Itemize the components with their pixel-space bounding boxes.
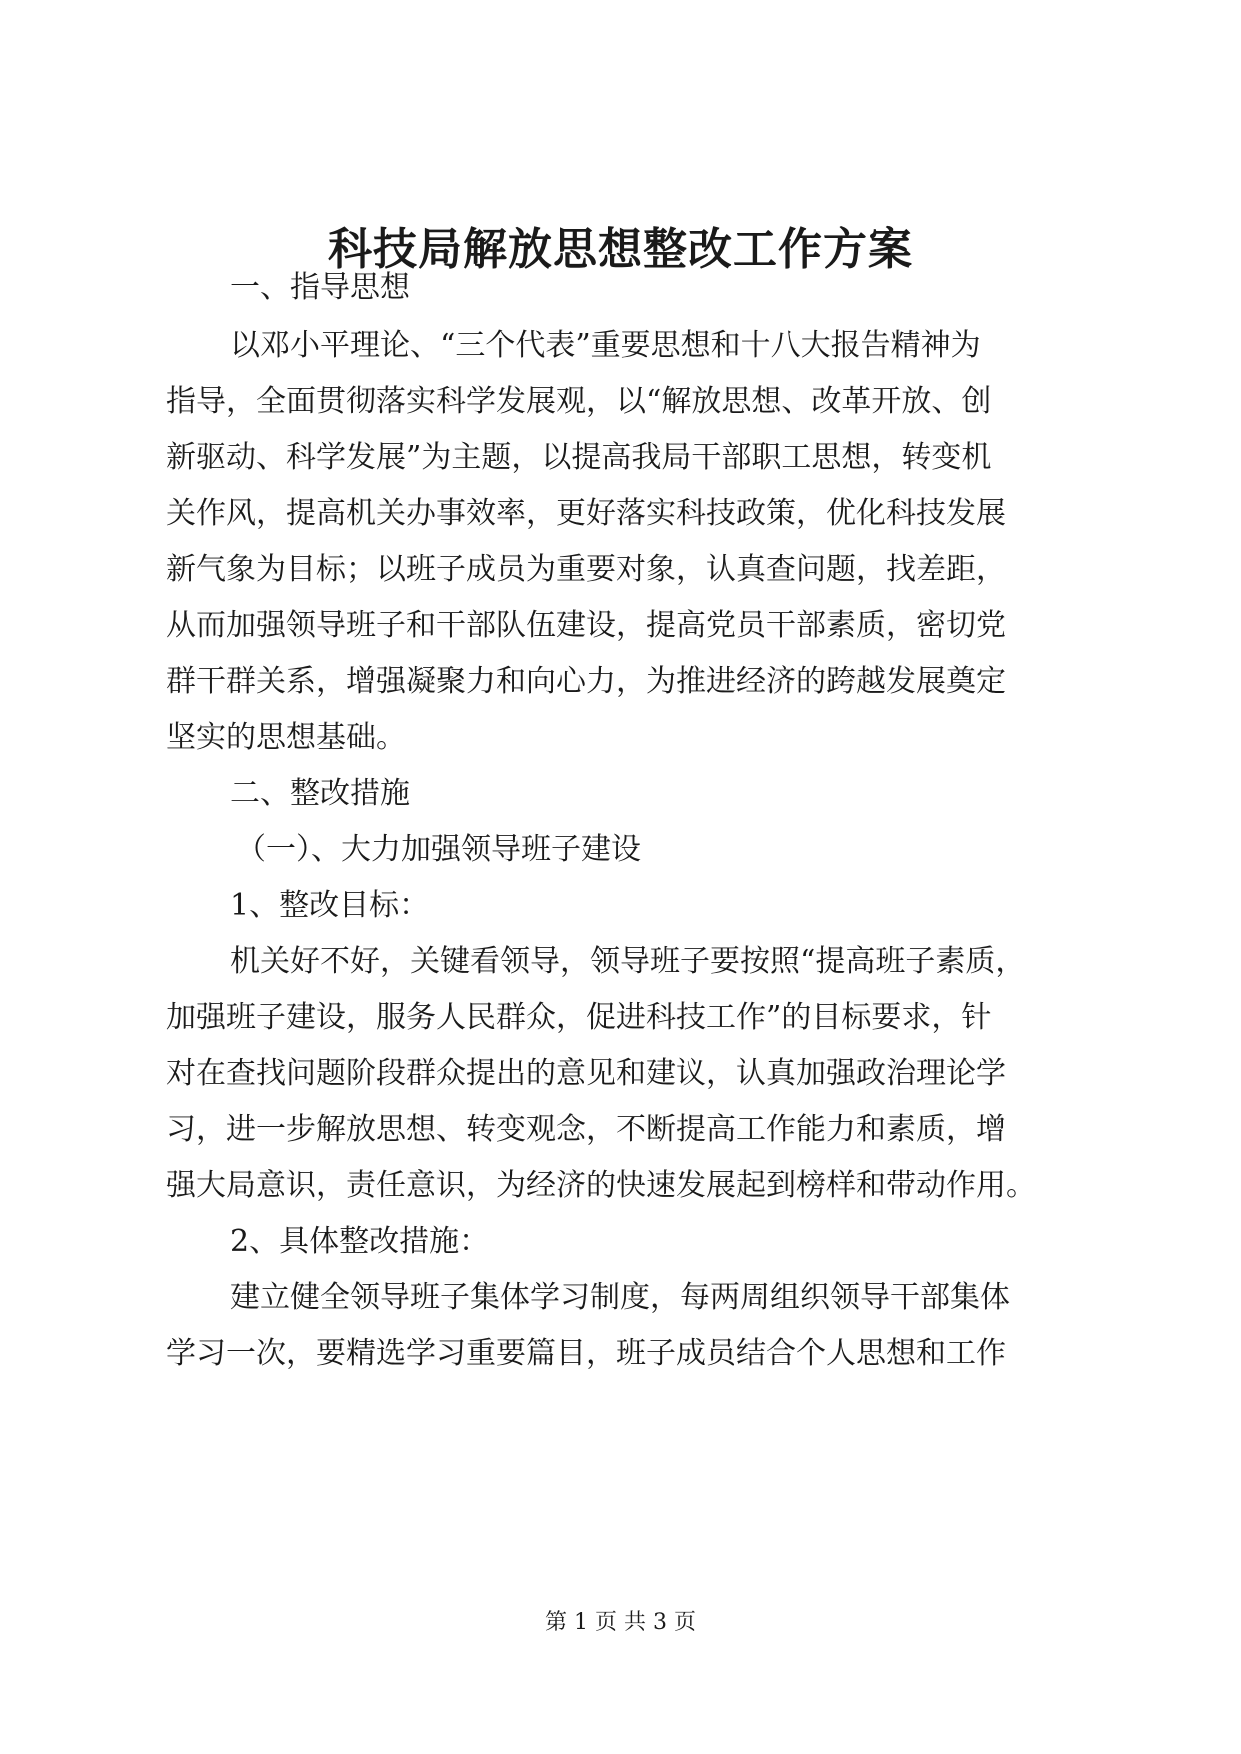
- section-heading-guiding-thought: 一、指导思想: [230, 270, 410, 305]
- item-heading-goals: 1、整改目标：: [230, 888, 430, 923]
- paragraph-line: 习，进一步解放思想、转变观念，不断提高工作能力和素质，增: [166, 1112, 1006, 1147]
- paragraph-line: 坚实的思想基础。: [166, 720, 406, 755]
- paragraph-line: 从而加强领导班子和干部队伍建设，提高党员干部素质，密切党: [166, 608, 1006, 643]
- page-title: 科技局解放思想整改工作方案: [328, 224, 913, 275]
- item-heading-specific-measures: 2、具体整改措施：: [230, 1224, 490, 1259]
- paragraph-line: 新气象为目标；以班子成员为重要对象，认真查问题，找差距，: [166, 552, 1006, 587]
- paragraph-line: 强大局意识，责任意识，为经济的快速发展起到榜样和带动作用。: [166, 1168, 1036, 1203]
- paragraph-line: 关作风，提高机关办事效率，更好落实科技政策，优化科技发展: [166, 496, 1006, 531]
- paragraph-line: 对在查找问题阶段群众提出的意见和建议，认真加强政治理论学: [166, 1056, 1006, 1091]
- paragraph-line: 指导，全面贯彻落实科学发展观，以“解放思想、改革开放、创: [166, 384, 992, 419]
- paragraph-line: 新驱动、科学发展”为主题，以提高我局干部职工思想，转变机: [166, 440, 992, 475]
- paragraph-line: 学习一次，要精选学习重要篇目，班子成员结合个人思想和工作: [166, 1336, 1006, 1371]
- paragraph-line: 建立健全领导班子集体学习制度，每两周组织领导干部集体: [230, 1280, 1010, 1315]
- subsection-heading-leadership: （一）、大力加强领导班子建设: [236, 832, 641, 867]
- paragraph-line: 加强班子建设，服务人民群众，促进科技工作”的目标要求，针: [166, 1000, 992, 1035]
- paragraph-line: 群干群关系，增强凝聚力和向心力，为推进经济的跨越发展奠定: [166, 664, 1006, 699]
- paragraph-line: 机关好不好，关键看领导，领导班子要按照“提高班子素质，: [230, 944, 1026, 979]
- section-heading-rectification-measures: 二、整改措施: [230, 776, 410, 811]
- paragraph-line: 以邓小平理论、“三个代表”重要思想和十八大报告精神为: [230, 328, 981, 363]
- page-number-footer: 第 1 页 共 3 页: [545, 1610, 696, 1635]
